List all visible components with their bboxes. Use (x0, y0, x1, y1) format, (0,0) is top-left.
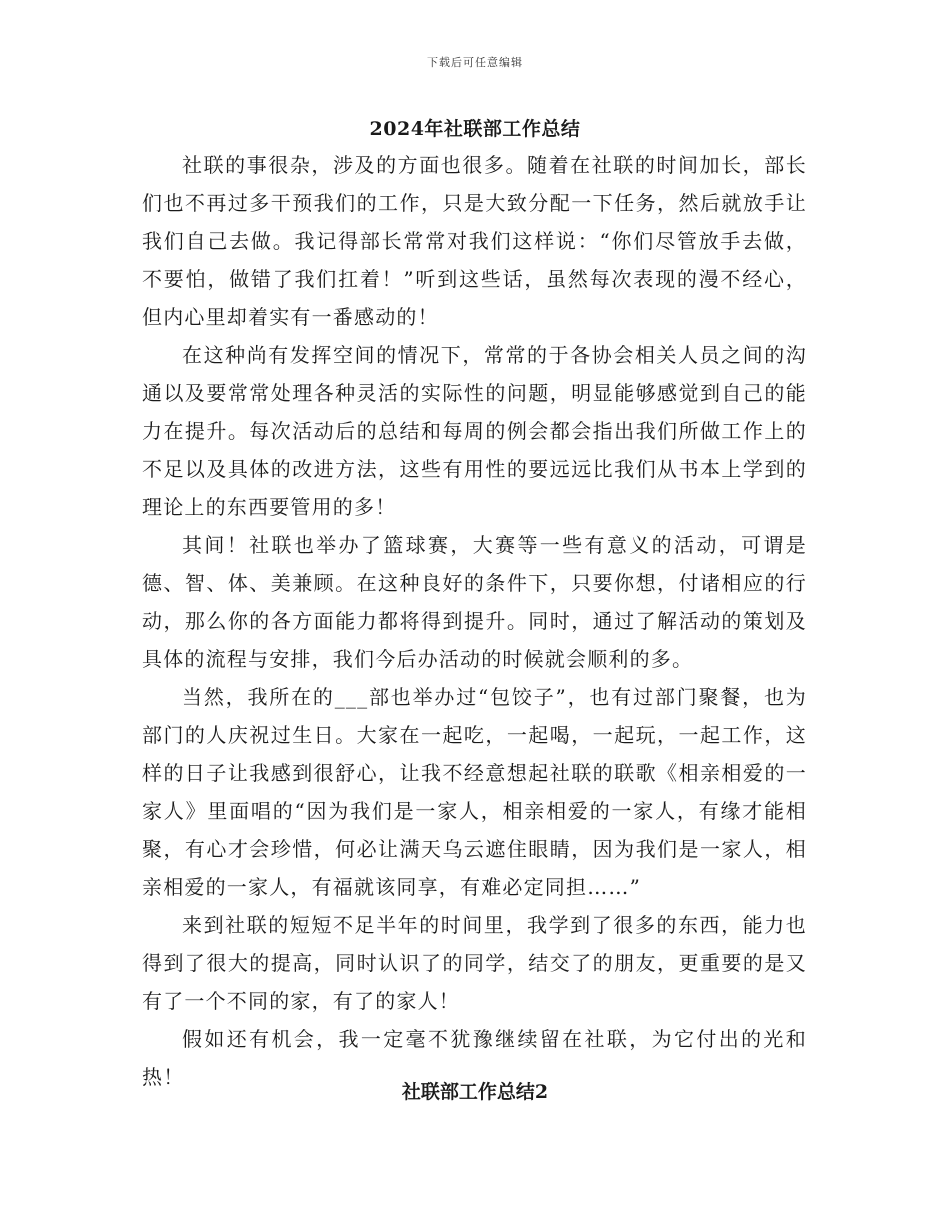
document-title: 2024年社联部工作总结 (369, 118, 581, 140)
paragraph-4: 当然，我所在的___部也举办过“包饺子”，也有过部门聚餐，也为部门的人庆祝过生日。大家在一起吃，一起喝，一起玩，一起工作，这样的日子让我感到很舒心，让我不经意想起社联的联歌《相亲相爱的一家人》里面唱的“因为我们是一家人，相亲相爱的一家人，有缘才能相聚，有心才会珍惜，何必让满天乌云遮住眼睛，因为我们是一家人，相亲相爱的一家人，有福就该同享，有难必定同担……” (142, 685, 807, 899)
paragraph-5: 来到社联的短短不足半年的时间里，我学到了很多的东西，能力也得到了很大的提高，同时认识了的同学，结交了的朋友，更重要的是又有了一个不同的家，有了的家人！ (142, 913, 807, 1013)
section-2-title: 社联部工作总结2 (401, 1081, 549, 1103)
document-body (142, 146, 807, 1096)
paragraph-6: 假如还有机会，我一定毫不犹豫继续留在社联，为它付出的光和热！ (142, 1027, 807, 1089)
paragraph-3: 其间！社联也举办了篮球赛，大赛等一些有意义的活动，可谓是德、智、体、美兼顾。在这种良好的条件下，只要你想，付诸相应的行动，那么你的各方面能力都将得到提升。同时，通过了解活动的策划及具体的流程与安排，我们今后办活动的时候就会顺利的多。 (142, 533, 807, 671)
paragraph-1: 社联的事很杂，涉及的方面也很多。随着在社联的时间加长，部长们也不再过多干预我们的工作，只是大致分配一下任务，然后就放手让我们自己去做。我记得部长常常对我们这样说：“你们尽管放手去做，不要怕，做错了我们扛着！”听到这些话，虽然每次表现的漫不经心，但内心里却着实有一番感动的！ (142, 153, 807, 329)
page-header-note: 下载后可任意编辑 (427, 56, 523, 69)
paragraph-2: 在这种尚有发挥空间的情况下，常常的于各协会相关人员之间的沟通以及要常常处理各种灵活的实际性的问题，明显能够感觉到自己的能力在提升。每次活动后的总结和每周的例会都会指出我们所做工作上的不足以及具体的改进方法，这些有用性的要远远比我们从书本上学到的理论上的东西要管用的多！ (142, 343, 807, 519)
